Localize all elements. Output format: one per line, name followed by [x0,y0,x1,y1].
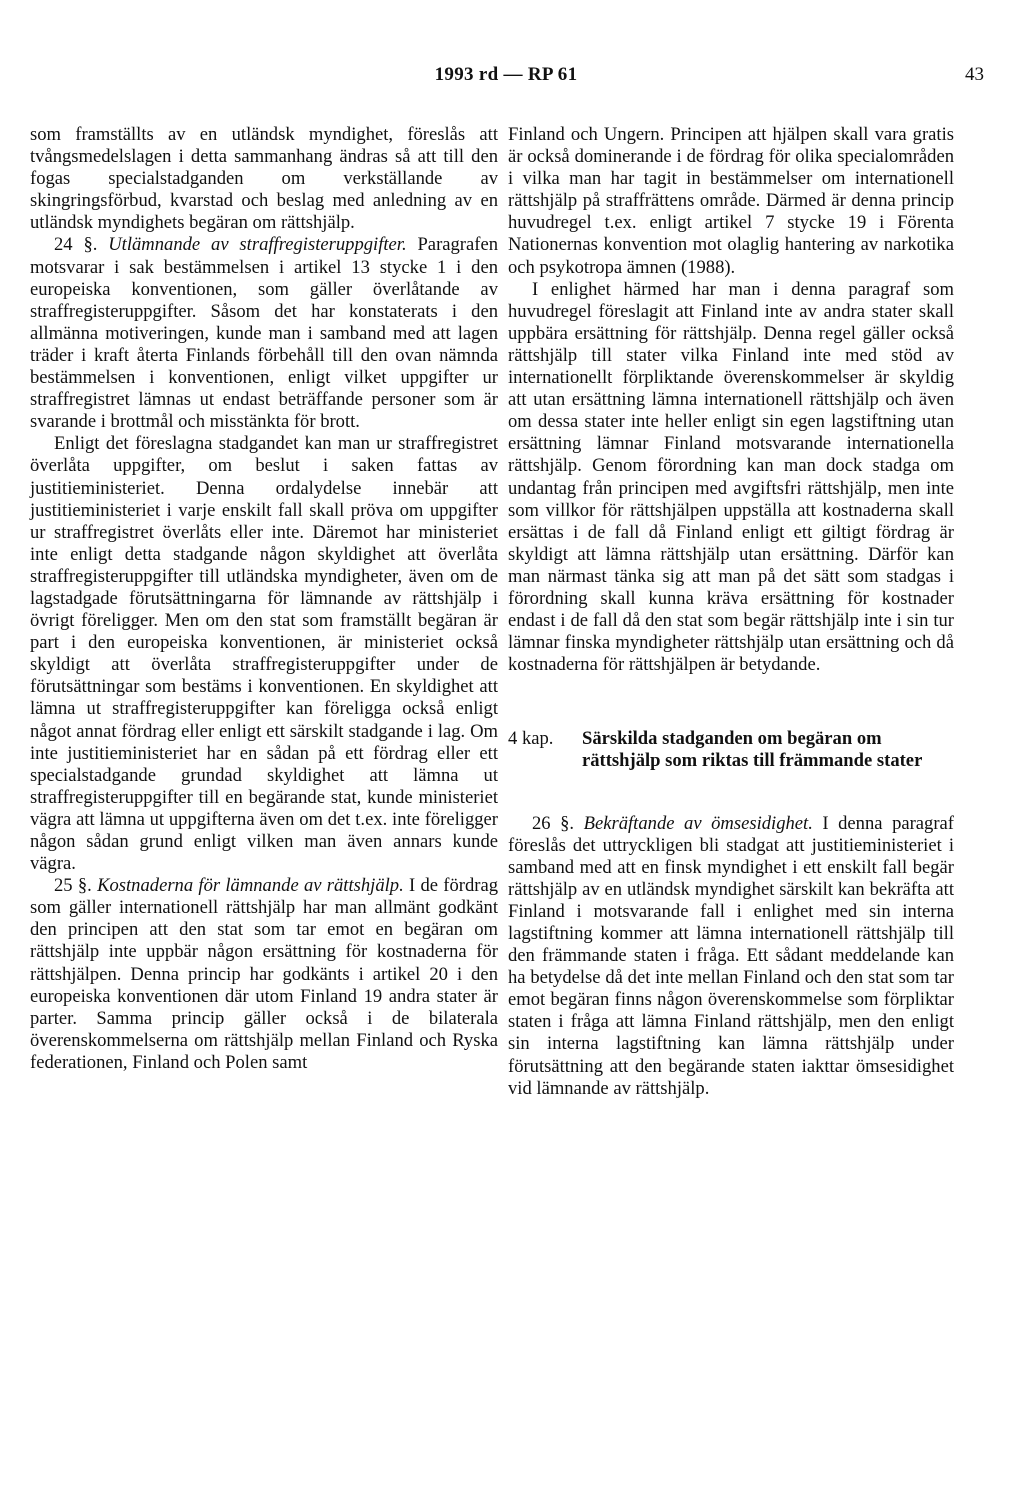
section-24-number: 24 §. [54,234,98,256]
paragraph-straffregister: Enligt det föreslagna stadgandet kan man ur straffregistret överlåta uppgifter, om beslut i saken fattas av justitieministeriet. Denna ordalydelse innebär att justitieministeriet i varje enskilt fall skall pröva om uppgifter ur straffregistret överlåts eller inte. Däremot har ministeriet inte enligt detta stadgande någon skyldighet att överlåta straffregisteruppgifter till utländska myndigheter, även om de lagstadgade förutsättningarna för lämnande av rättshjälp i övrigt föreligger. Men om den stat som framställt begäran är part i den europeiska konventionen, är ministeriet också skyldigt att överlåta straffregisteruppgifter under de förutsättningar som bestäms i konventionen. En skyldighet att lämna ut straffregisteruppgifter kan föreligga också enligt något annat fördrag eller enligt ett särskilt stadgande i lag. Om inte justitieministeriet har en sådan på ett fördrag eller ett specialstadgande grundad skyldighet att lämna ut straffregisteruppgifter till en begärande stat, kunde ministeriet vägra att lämna ut uppgifterna även om det t.ex. inte föreligger någon sådan grund enligt vilken man även annars kunde vägra. [30,433,498,875]
section-25-title: Kostnaderna för lämnande av rättshjälp. [97,875,404,897]
section-26-text: I denna paragraf föreslås det uttryckligen bli stadgat att justitieministeriet i samband med att en finsk myndighet i ett enskilt fall begär rättshjälp av en utländsk myndighet särskilt kan bekräfta att Finland i motsvarande fall i enlighet med sin interna lagstiftning kommer att lämna internationell rättshjälp till den främmande staten i fråga. Ett sådant meddelande kan ha betydelse då det inte mellan Finland och den stat som tar emot begäran finns någon överenskommelse som förpliktar staten i fråga att lämna Finland rättshjälp, men den enligt sin interna lagstiftning kan lämna rättshjälp under förutsättning att den begärande staten iakttar ömsesidighet vid lämnande av rättshjälp. [508,812,954,1099]
document-reference: 1993 rd — RP 61 [434,64,578,85]
right-column [508,124,954,1100]
section-26 [508,813,954,1100]
section-25-text: I de fördrag som gäller internationell rättshjälp har man allmänt godkänt den principen att den stat som tar emot en begäran om rättshjälp inte uppbär någon ersättning för kostnaderna för rättshjälpen. Denna princip har godkänts i artikel 20 i den europeiska konventionen där utom Finland 19 andra stater är parter. Samma princip gäller också i de bilaterala överenskommelserna om rättshjälp mellan Finland och Ryska federationen, Finland och Polen samt [30,875,498,1073]
chapter-number: 4 kap. [508,728,554,750]
section-25-number: 25 §. [54,875,92,897]
chapter-title: Särskilda stadganden om begäran om rättshjälp som riktas till främmande stater [582,728,923,772]
section-26-number: 26 §. [532,812,575,834]
left-column [30,124,498,1074]
paragraph-continuation: som framställts av en utländsk myndighet, föreslås att tvångsmedelslagen i detta sammanhang ändras så att till den fogas specialstadganden om verkställande av skingringsförbud, kvarstad och beslag med anledning av en utländsk myndighets begäran om rättshjälp. [30,124,498,234]
section-24-title: Utlämnande av straffregisteruppgifter. [108,234,407,256]
section-24 [30,234,498,433]
chapter-heading [508,728,954,772]
paragraph-huvudregel: I enlighet härmed har man i denna paragraf som huvudregel föreslagit att Finland inte av andra stater skall uppbära ersättning för rättshjälp. Denna regel gäller också rättshjälp till stater vilka Finland inte med stöd av internationellt förpliktande överenskommelser är skyldig att utan ersättning lämna internationell rättshjälp och även om dessa stater inte heller enligt sin egen lagstiftning utan ersättning lämnar Finland motsvarande internationella rättshjälp. Genom förordning kan man dock stadga om undantag från principen med avgiftsfri rättshjälp, men inte som villkor för rättshjälpen uppställa att kostnaderna skall ersättas i de fall då Finland enligt ett giltigt fördrag är skyldigt att lämna rättshjälp utan ersättning. Därför kan man närmast tänka sig att man på det sätt som stadgas i förordning skall kunna kräva ersättning för kostnader endast i de fall då den stat som begär rättshjälp inte i sin tur lämnar finska myndigheter rättshjälp utan ersättning och då kostnaderna för rättshjälpen är betydande. [508,278,954,676]
page-number: 43 [965,64,984,85]
paragraph-continuation-right: Finland och Ungern. Principen att hjälpen skall vara gratis är också dominerande i de fördrag för olika specialområden i vilka man har tagit in bestämmelser om internationell rättshjälp på straffrättens område. Därmed är denna princip huvudregel t.ex. enligt artikel 7 stycke 19 i Förenta Nationernas konvention mot olaglig hantering av narkotika och psykotropa ämnen (1988). [508,124,954,278]
section-24-text: Paragrafen motsvarar i sak bestämmelsen i artikel 13 stycke 1 i den europeiska konventionen, som gäller överlåtande av straffregisteruppgifter. Såsom det har konstaterats i den allmänna motiveringen, kunde man i samband med att lagen träder i kraft återta Finlands förbehåll till den ovan nämnda bestämmelsen i konventionen, enligt vilket uppgifter ur straffregistret lämnas ut endast beträffande personer som är svarande i brottmål och misstänkta för brott. [30,234,498,433]
section-25 [30,875,498,1074]
section-26-title: Bekräftande av ömsesidighet. [583,812,813,834]
page-header [28,64,984,94]
